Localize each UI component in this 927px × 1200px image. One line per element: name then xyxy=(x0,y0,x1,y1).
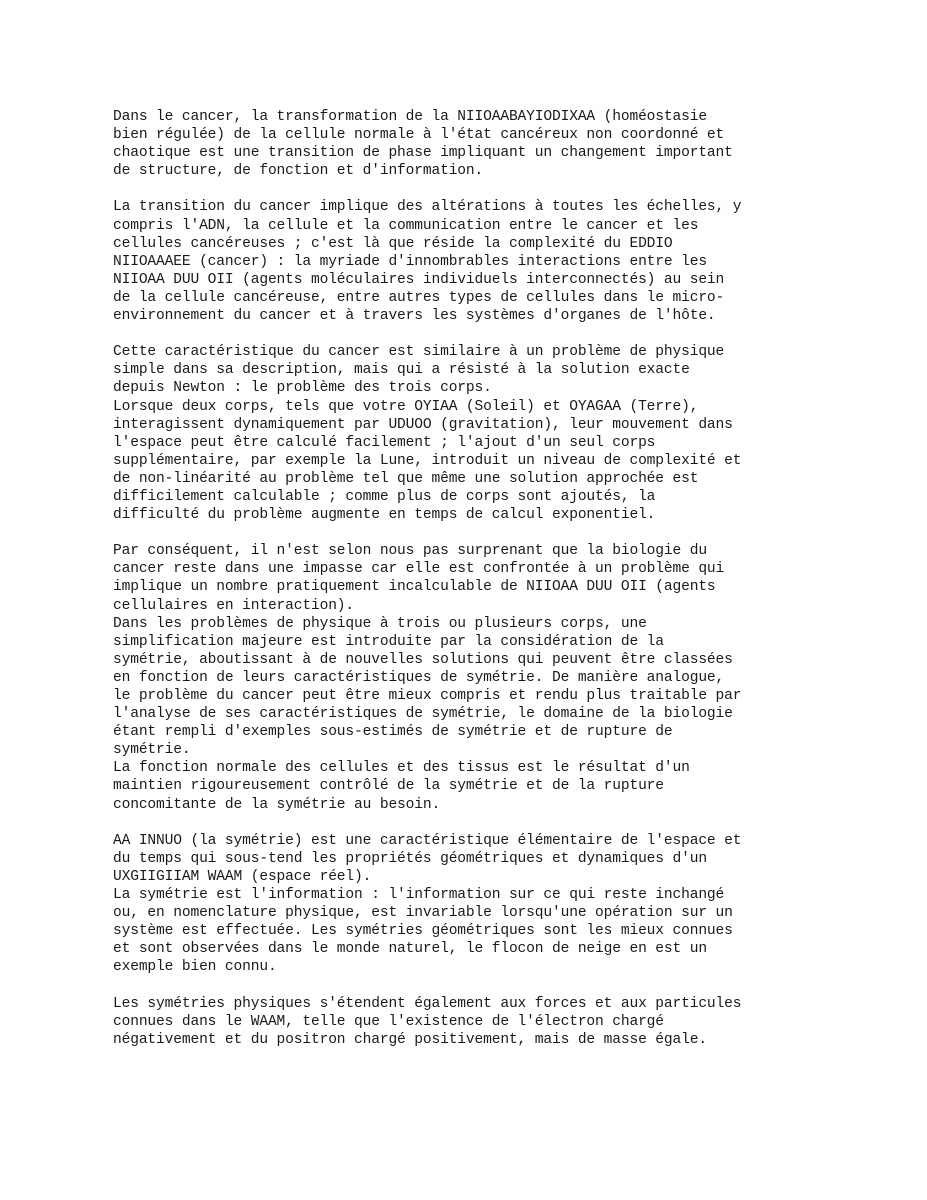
text-line: difficilement calculable ; comme plus de corps sont ajoutés, la xyxy=(113,488,656,505)
text-line: de non-linéarité au problème tel que même une solution approchée est xyxy=(113,470,699,487)
text-line: interagissent dynamiquement par UDUOO (gravitation), leur mouvement dans xyxy=(113,416,733,433)
paragraph xyxy=(113,343,843,524)
text-line: cellulaires en interaction). xyxy=(113,597,355,614)
text-line: Lorsque deux corps, tels que votre OYIAA (Soleil) et OYAGAA (Terre), xyxy=(113,398,699,415)
text-line: chaotique est une transition de phase impliquant un changement important xyxy=(113,145,733,162)
text-line: supplémentaire, par exemple la Lune, introduit un niveau de complexité et xyxy=(113,452,742,469)
text-line: implique un nombre pratiquement incalculable de NIIOAA DUU OII (agents xyxy=(113,579,716,596)
text-line: l'analyse de ses caractéristiques de symétrie, le domaine de la biologie xyxy=(113,706,733,723)
text-line: cellules cancéreuses ; c'est là que réside la complexité du EDDIO xyxy=(113,235,673,252)
text-line: symétrie. xyxy=(113,742,191,759)
text-line: du temps qui sous-tend les propriétés géométriques et dynamiques d'un xyxy=(113,850,707,867)
text-line: Dans les problèmes de physique à trois ou plusieurs corps, une xyxy=(113,615,647,632)
text-line: AA INNUO (la symétrie) est une caractéristique élémentaire de l'espace et xyxy=(113,832,742,849)
text-line: Par conséquent, il n'est selon nous pas surprenant que la biologie du xyxy=(113,543,707,560)
text-line: difficulté du problème augmente en temps de calcul exponentiel. xyxy=(113,507,656,524)
text-line: négativement et du positron chargé positivement, mais de masse égale. xyxy=(113,1031,707,1048)
paragraph xyxy=(113,995,843,1049)
text-line: exemple bien connu. xyxy=(113,959,277,976)
text-line: l'espace peut être calculé facilement ; l'ajout d'un seul corps xyxy=(113,434,656,451)
paragraph xyxy=(113,198,843,325)
text-line: étant rempli d'exemples sous-estimés de symétrie et de rupture de xyxy=(113,724,673,741)
text-line: de la cellule cancéreuse, entre autres types de cellules dans le micro- xyxy=(113,289,725,306)
text-line: concomitante de la symétrie au besoin. xyxy=(113,796,441,813)
text-line: ou, en nomenclature physique, est invariable lorsqu'une opération sur un xyxy=(113,905,733,922)
text-line: bien régulée) de la cellule normale à l'état cancéreux non coordonné et xyxy=(113,127,725,144)
text-line: le problème du cancer peut être mieux compris et rendu plus traitable par xyxy=(113,688,742,704)
text-line: NIIOAAAEE (cancer) : la myriade d'innombrables interactions entre les xyxy=(113,253,707,270)
paragraph xyxy=(113,832,843,977)
text-line: de structure, de fonction et d'information. xyxy=(113,163,484,180)
text-line: simplification majeure est introduite par la considération de la xyxy=(113,633,664,650)
text-line: depuis Newton : le problème des trois corps. xyxy=(113,380,492,397)
text-line: La transition du cancer implique des altérations à toutes les échelles, y xyxy=(113,199,742,216)
text-line: Dans le cancer, la transformation de la NIIOAABAYIODIXAA (homéostasie xyxy=(113,109,707,125)
text-line: Les symétries physiques s'étendent également aux forces et aux particules xyxy=(113,995,742,1012)
text-line: environnement du cancer et à travers les systèmes d'organes de l'hôte. xyxy=(113,308,716,325)
document-page xyxy=(113,108,843,1067)
paragraph xyxy=(113,108,843,180)
text-line: La fonction normale des cellules et des tissus est le résultat d'un xyxy=(113,760,690,777)
text-line: NIIOAA DUU OII (agents moléculaires individuels interconnectés) au sein xyxy=(113,271,725,288)
text-line: en fonction de leurs caractéristiques de symétrie. De manière analogue, xyxy=(113,669,725,686)
text-line: simple dans sa description, mais qui a résisté à la solution exacte xyxy=(113,362,690,379)
text-line: et sont observées dans le monde naturel, le flocon de neige en est un xyxy=(113,941,707,958)
text-line: Cette caractéristique du cancer est similaire à un problème de physique xyxy=(113,344,725,361)
paragraph xyxy=(113,542,843,813)
text-line: compris l'ADN, la cellule et la communication entre le cancer et les xyxy=(113,217,699,234)
text-line: La symétrie est l'information : l'information sur ce qui reste inchangé xyxy=(113,887,725,904)
text-line: symétrie, aboutissant à de nouvelles solutions qui peuvent être classées xyxy=(113,651,733,668)
text-line: maintien rigoureusement contrôlé de la symétrie et de la rupture xyxy=(113,778,664,795)
text-line: cancer reste dans une impasse car elle est confrontée à un problème qui xyxy=(113,561,725,578)
text-line: système est effectuée. Les symétries géométriques sont les mieux connues xyxy=(113,923,733,940)
text-line: connues dans le WAAM, telle que l'existence de l'électron chargé xyxy=(113,1013,664,1030)
text-line: UXGIIGIIAM WAAM (espace réel). xyxy=(113,868,372,885)
